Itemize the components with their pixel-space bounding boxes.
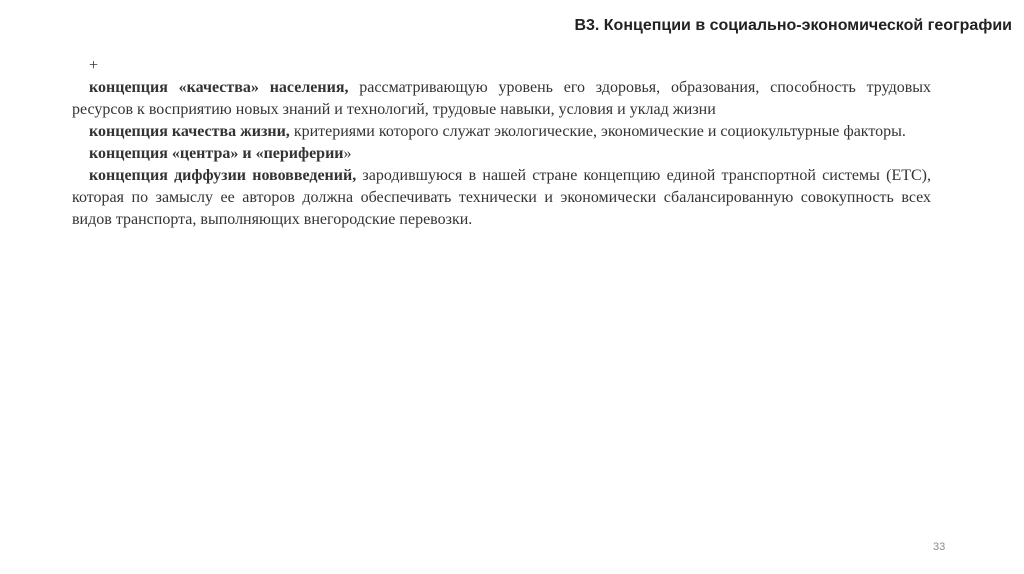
concept-term: концепция «качества» населения, [89, 79, 349, 96]
concept-description: рассматривающую уровень его здоровья, образования, способность трудовых ресурсов к восприятию новых знаний и технологий, трудовые навыки, условия и уклад жизни [72, 79, 932, 118]
plus-sign: + [89, 57, 99, 74]
slide-title: В3. Концепции в социально-экономической географии [574, 17, 1012, 34]
concept-description: критериями которого служат экологические, экономические и социокультурные факторы. [289, 123, 906, 140]
concept-quality-of-life [72, 121, 931, 143]
concept-population-quality [72, 77, 931, 121]
concept-center-periphery [72, 143, 931, 165]
page-number: 33 [933, 541, 946, 553]
slide-body [72, 55, 931, 231]
concept-term: концепция качества жизни, [89, 123, 290, 140]
concept-term: концепция диффузии нововведений, [89, 167, 357, 184]
concept-innovation-diffusion [72, 165, 931, 231]
concept-term: концепция «центра» и «периферии [89, 145, 344, 162]
concept-description: зародившуюся в нашей стране концепцию единой транспортной системы (ЕТС), которая по замыслу ее авторов должна обеспечивать технически и экономически сбалансированную совокупность всех видов транспорта, выполняющих внегородские перевозки. [72, 167, 931, 228]
concept-description: » [343, 145, 352, 162]
